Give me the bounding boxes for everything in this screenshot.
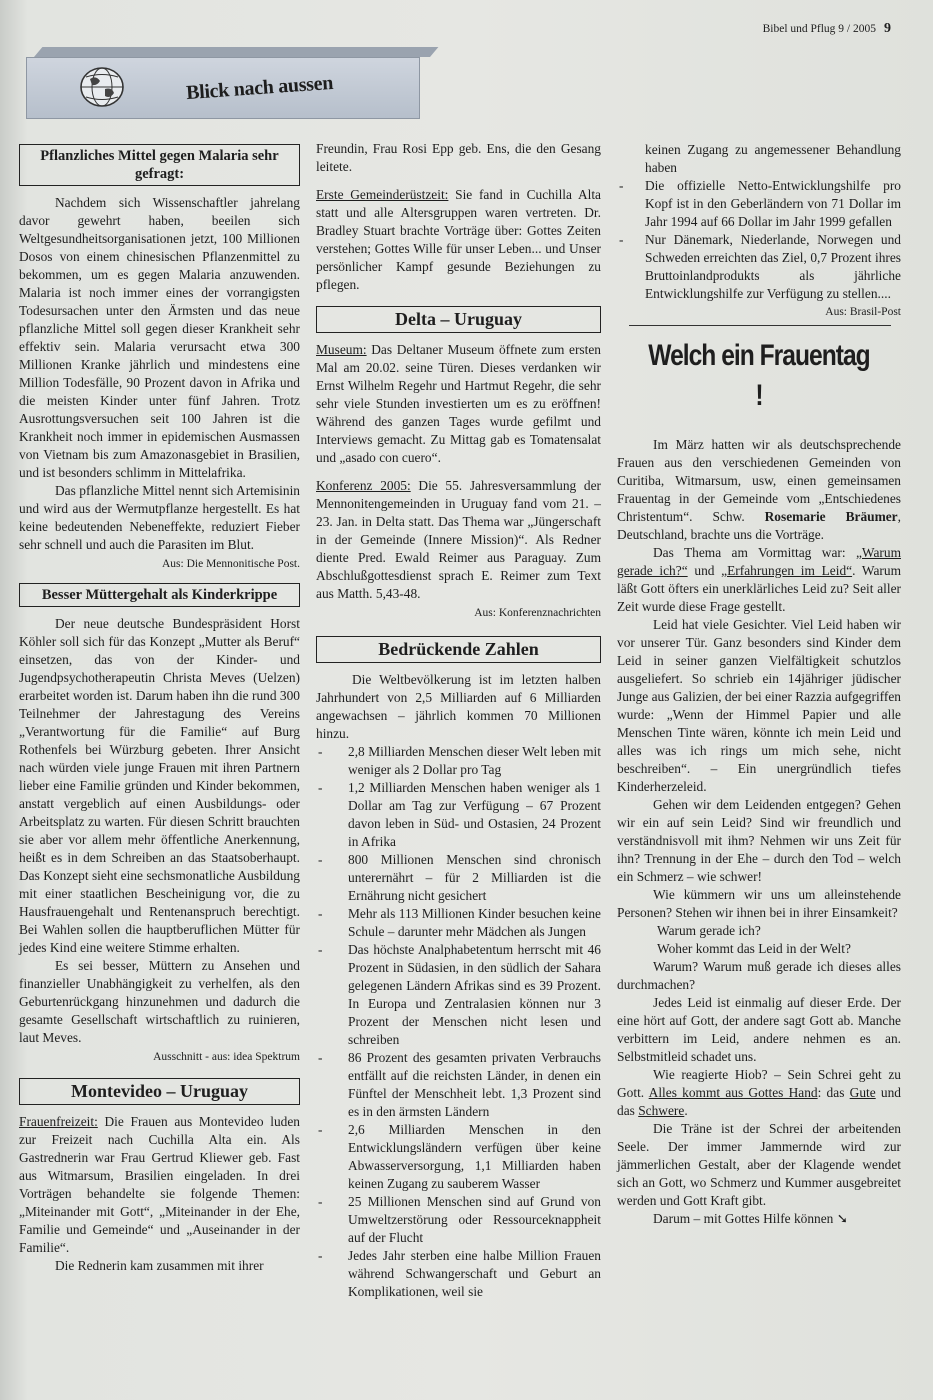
article-malaria-title: Pflanzliches Mittel gegen Malaria sehr gefragt: — [19, 144, 300, 186]
article-malaria-source: Aus: Die Mennonitische Post. — [162, 558, 300, 570]
frauenfreizeit-text: Die Frauen aus Montevideo luden zur Freizeit nach Cuchilla Alta ein. Als Gastrednerin war Frau Gertrud Kliewer geb. Fast aus Witmarsum, Brasilien eingeladen. In drei Vorträgen behandelte sie folgende Themen: „Miteinander mit Gott“, „Miteinander in der Ehe, Familie und Gemeinde“ und „Auseinander in der Familie“. — [19, 1114, 300, 1255]
divider — [629, 325, 891, 326]
list-item: - 86 Prozent des gesamten privaten Verbrauchs entfällt auf die reichsten Länder, in denen ein Fünftel der Menschheit lebt. 1,3 Prozent sind es in den ärmsten Ländern — [318, 1050, 601, 1119]
column-2 — [316, 140, 601, 1301]
frauentag-p1: Im März hatten wir als deutschsprechende Frauen aus den verschiedenen Gemeinden von Curitiba, Witmarsum, usw, einen gemeinsamen Frauentag in der Gemeinde vom „Entschiedenes Christentum“. Schw. Rosemarie Bräumer, Deutschland, brachte uns die Vorträge. — [617, 437, 901, 542]
list-item: - Nur Dänemark, Niederlande, Norwegen und Schweden erreichten das Ziel, 0,7 Prozent ihres Bruttoinlandprodukts als jährliche Entwicklungshilfe zur Verfügung zu stellen.... Aus: Brasil-Post — [617, 231, 901, 303]
article-frauentag-title: Welch ein Frauentag ! — [648, 339, 870, 412]
continue-arrow-icon: ➘ — [836, 1211, 848, 1226]
frauentag-p3: Leid hat viele Gesichter. Viel Leid haben wir vor unserer Tür. Ganz besonders sind Kinder dem Leid in seiner ganzen Vielfältigkeit schutzlos ausgeliefert. So schrieb ein 14jähriger jüdischer Junge aus Galizien, der bei einer Razzia aufgegriffen wurde: „Wenn der Himmel Papier und alle Menschen Tinte wären, könnte ich mein Leid und alles was ich rings um mich sehe, nicht beschreiben“. – Ein unergründlich tiefes Kinderherzeleid. — [617, 617, 901, 794]
frauentag-p4: Gehen wir dem Leidenden entgegen? Gehen wir ein auf sein Leid? Sind wir freundlich und verständnisvoll mit ihm? Nehmen wir uns Zeit für ihn? Trennung in der Ehe – durch den Tod – welch ein Schmerz – wie schwer! — [617, 797, 901, 884]
konferenz-paragraph — [316, 477, 601, 603]
list-item: - Mehr als 113 Millionen Kinder besuchen keine Schule – darunter mehr Mädchen als Jungen — [318, 906, 601, 939]
column-3 — [617, 141, 901, 1228]
list-item: - 2,8 Milliarden Menschen dieser Welt leben mit weniger als 2 Dollar pro Tag — [318, 744, 601, 777]
article-muetter-p2: Es sei besser, Müttern zu Ansehen und finanzieller Unabhängigkeit zu verhelfen, als den Geburtenrückgang hinzunehmen und dadurch die gesamte Gesellschaft wirtschaftlich zu ruinieren, laut Meves. — [19, 958, 300, 1045]
montevideo-continuation: Freundin, Frau Rosi Epp geb. Ens, die den Gesang leitete. — [316, 141, 601, 174]
frauentag-p10: Darum – mit Gottes Hilfe können ➘ — [653, 1211, 848, 1226]
article-muetter-title: Besser Müttergehalt als Kinderkrippe — [19, 583, 300, 607]
banner-bevel — [34, 47, 438, 57]
frauentag-p7: Jedes Leid ist einmalig auf dieser Erde. Der eine hört auf Gott, der andere sagt Gott ab. Manche verbittern im Leid, andere nehmen es an. Selbstmitleid schadet uns. — [617, 995, 901, 1064]
article-delta-source: Aus: Konferenznachrichten — [474, 607, 601, 619]
gemeinderuestzeit-text: Sie fand in Cuchilla Alta statt und alle Altersgruppen waren vertreten. Dr. Bradley Stuart brachte Vorträge über: Gottes Zeiten verstehen; Gottes Wille für unser Leben... und Unser persönlicher Kampf gesunde Beziehungen zu pflegen. — [316, 187, 601, 292]
article-montevideo-title: Montevideo – Uruguay — [19, 1078, 300, 1105]
list-item: - 25 Millionen Menschen sind auf Grund von Umweltzerstörung oder Ressourceknappheit auf der Flucht — [318, 1194, 601, 1245]
zahlen-continuation: keinen Zugang zu angemessener Behandlung haben — [645, 142, 901, 175]
konferenz-label: Konferenz 2005: — [316, 478, 411, 493]
gemeinderuestzeit-paragraph — [316, 186, 601, 294]
list-item: - 2,6 Milliarden Menschen in den Entwicklungsländern verfügen über keine Abwasserversorgung, 1,1 Milliarden haben keinen Zugang zu sauberem Wasser — [318, 1122, 601, 1191]
article-montevideo-p2: Die Rednerin kam zusammen mit ihrer — [55, 1258, 264, 1273]
article-montevideo-p1 — [19, 1113, 300, 1257]
article-malaria-p2: Das pflanzliche Mittel nennt sich Artemisinin und wird aus der Wermutpflanze hergestellt. Es hat keine bedeutenden Nebeneffekte, reduziert Fieber sehr schnell und auch die Parasiten im Blut. — [19, 483, 300, 552]
running-head — [763, 21, 891, 37]
speaker-name: Rosemarie Bräumer — [764, 509, 898, 524]
section-banner — [26, 47, 430, 119]
article-zahlen-intro: Die Weltbevölkerung ist im letzten halben Jahrhundert von 2,5 Milliarden auf 6 Milliarden angewachsen – jährlich kommen 70 Millionen hinzu. — [316, 672, 601, 741]
frauentag-p5: Wie kümmern wir uns um alleinstehende Personen? Stehen wir ihnen bei in ihrer Einsamkeit? — [617, 887, 901, 920]
frauentag-q2: Woher kommt das Leid in der Welt? — [657, 941, 851, 956]
konferenz-text: Die 55. Jahresversammlung der Mennonitengemeinden in Uruguay fand vom 21. – 23. Jan. in Delta statt. Das Thema war „Jüngerschaft in der Gemeinde (Innere Mission)“. Als Redner diente Pred. Ewald Reimer aus Paraguay. Zum Abschlußgottesdienst sprach E. Reimer zum Text aus Matth. 5,43-48. — [316, 478, 601, 601]
article-zahlen-source: Aus: Brasil-Post — [825, 306, 901, 318]
globe-icon — [78, 65, 126, 109]
banner-title: Blick nach aussen — [185, 71, 334, 105]
article-malaria-p1: Nachdem sich Wissenschaftler jahrelang davor gewehrt haben, beeilen sich Weltgesundheitsorganisationen jetzt, 100 Millionen Dosos von einem chinesischen Pflanzenmittel zu bekommen, um es gegen Malaria anzuwenden. Malaria ist noch immer eines der vorrangigsten Todesursachen unter den Ärmsten und das neue pflanzliche Mittel soll gegen dieser Krankheit sehr effektiv sein. Malaria verursacht etwa 300 Millionen Kranke jährlich und mindestens eine Million Todesfälle, 90 Prozent davon in Afrika und die meisten Kinder unter fünf Jahren. Trotz Ausrottungsversuchen seit 100 Jahren ist die Krankheit noch immer in epidemischen Ausmassen von Vietnam bis zum Amazonasgebiet in Brasilien, und ist besonders schlimm in Mittelafrika. — [19, 195, 300, 480]
list-item: - Die offizielle Netto-Entwicklungshilfe pro Kopf ist in den Geberländern von 71 Dollar im Jahr 1994 auf 66 Dollar im Jahr 1999 gefallen — [619, 178, 901, 229]
frauentag-q1: Warum gerade ich? — [657, 923, 761, 938]
article-muetter-p1: Der neue deutsche Bundespräsident Horst Köhler soll sich für das Konzept „Mutter als Beruf“ einsetzen, das von der Kinder- und Jugendpsychotherapeutin Christa Meves (Uelzen) erarbeitet worden ist. Darum haben ihn die rund 300 Teilnehmer der Jahrestagung des Vereins „Verantwortung für die Familie“ auf Burg Rothenfels bei Würzburg gebeten. Ihrer Ansicht nach würden viele junge Frauen mit ihren Partnern lieber eine Familie gründen und Kinder bekommen, anstatt vergeblich auf einen Ausbildungs- oder Arbeitsplatz zu warten. Für diesen Schritt brauchten sie aber vor allem mehr öffentliche Anerkennung, heißt es in dem Schreiben an das Staatsoberhaupt. Das Konzept sieht eine sechsmonatliche Ausbildung mit einer staatlichen Bescheinigung vor, die zu Hausfrauengehalt und Rentenanspruch berechtigt. Bei Wahlen sollen die hauptberuflichen Mütter für jedes Kind eine weitere Stimme erhalten. — [19, 616, 300, 955]
list-item: - Jedes Jahr sterben eine halbe Million Frauen während Schwangerschaft und Geburt an Komplikationen, weil sie — [318, 1248, 601, 1299]
zahlen-list — [316, 743, 601, 1301]
list-item: - 1,2 Milliarden Menschen haben weniger als 1 Dollar am Tag zur Verfügung – 67 Prozent davon leben in Süd- und Ostasien, 24 Prozent in Afrika — [318, 780, 601, 849]
zahlen-list-continued — [617, 177, 901, 318]
column-1 — [19, 138, 300, 1275]
gemeinderuestzeit-label: Erste Gemeinderüstzeit: — [316, 187, 449, 202]
frauentag-p9: Die Träne ist der Schrei der arbeitenden Seele. Der immer Jammernde wird zur jämmerlichen Gestalt, aber der Klagende wendet sich an Gott, wo Schmerz und Kummer ausgebreitet werden und Gott Kraft gibt. — [617, 1121, 901, 1208]
museum-text: Das Deltaner Museum öffnete zum ersten Mal am 20.02. seine Türen. Dieses verdanken wir Ernst Wilhelm Regehr und Hartmut Regehr, die sehr sehr viele Stunden investierten um es zu eröffnen! Während des ganzen Tages wurde gefilmt und Interviews gemacht. Zu Mittag gab es Tomatensalat und „asado con cuero“. — [316, 342, 601, 465]
frauentag-p6: Warum? Warum muß gerade ich dieses alles durchmachen? — [617, 959, 901, 992]
museum-label: Museum: — [316, 342, 367, 357]
journal-name: Bibel und Pflug 9 / 2005 — [762, 23, 876, 35]
article-muetter-source: Ausschnitt - aus: idea Spektrum — [153, 1051, 300, 1063]
article-delta-title: Delta – Uruguay — [316, 306, 601, 333]
list-item: - 800 Millionen Menschen sind chronisch unterernährt – für 2 Milliarden ist die Ernährung nicht gesichert — [318, 852, 601, 903]
list-item: - Das höchste Analphabetentum herrscht mit 46 Prozent in Südasien, in den südlich der Sahara gelegenen Ländern Afrikas sind es 39 Prozent. In Europa und Zentralasien können nur 3 Prozent der Menschen nicht lesen und schreiben — [318, 942, 601, 1047]
museum-paragraph — [316, 341, 601, 467]
frauentag-p8: Wie reagierte Hiob? – Sein Schrei geht zu Gott. Alles kommt aus Gottes Hand: das Gute und das Schwere. — [617, 1067, 902, 1118]
frauenfreizeit-label: Frauenfreizeit: — [19, 1114, 98, 1129]
page-number: 9 — [884, 21, 891, 36]
frauentag-p2: Das Thema am Vormittag war: „Warum gerade ich?“ und „Erfahrungen im Leid“. Warum läßt Gott öfters ein unerklärliches Leid zu? Seit aller Zeit wurde diese Frage gestellt. — [617, 545, 901, 614]
article-zahlen-title: Bedrückende Zahlen — [316, 636, 601, 663]
